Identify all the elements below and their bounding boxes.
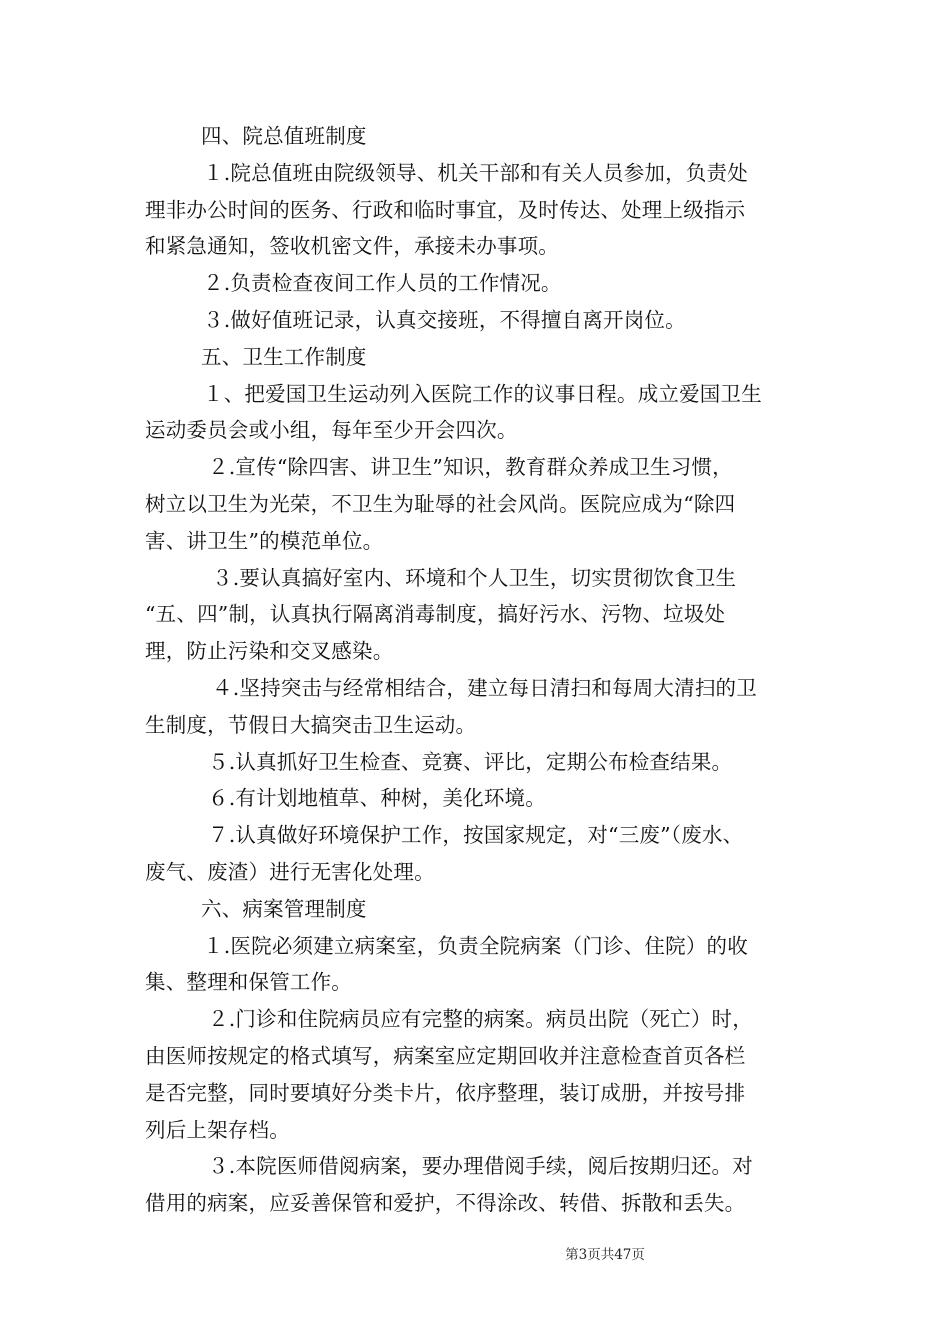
paragraph-line: ２.门诊和住院病员应有完整的病案。病员出院（死亡）时，: [208, 1007, 753, 1032]
paragraph-line: 集、整理和保管工作。: [145, 970, 352, 995]
paragraph-line: １.院总值班由院级领导、机关干部和有关人员参加，负责处: [203, 160, 748, 185]
paragraph-line: 是否完整，同时要填好分类卡片，依序整理，装订成册，并按号排: [145, 1080, 746, 1105]
paragraph-line: 理非办公时间的医务、行政和临时事宜，及时传达、处理上级指示: [145, 197, 746, 222]
paragraph-line: ３.做好值班记录，认真交接班，不得擅自离开岗位。: [203, 307, 686, 332]
paragraph-line: 列后上架存档。: [145, 1117, 290, 1142]
paragraph-line: ３.本院医师借阅病案，要办理借阅手续，阅后按期归还。对: [208, 1154, 753, 1179]
paragraph-line: ６.有计划地植草、种树，美化环境。: [208, 786, 546, 811]
section-heading-5: 五、卫生工作制度: [201, 344, 367, 369]
paragraph-line: 废气、废渣）进行无害化处理。: [145, 859, 435, 884]
paragraph-line: 借用的病案，应妥善保管和爱护，不得涂改、转借、拆散和丢失。: [145, 1191, 746, 1216]
page-number-footer: 第3页共47页: [565, 1247, 645, 1263]
paragraph-line: ３.要认真搞好室内、环境和个人卫生，切实贯彻饮食卫生: [212, 565, 737, 590]
paragraph-line: ５.认真抓好卫生检查、竞赛、评比，定期公布检查结果。: [208, 749, 733, 774]
paragraph-line: 树立以卫生为光荣，不卫生为耻辱的社会风尚。医院应成为“除四: [145, 491, 736, 516]
paragraph-line: 运动委员会或小组，每年至少开会四次。: [145, 418, 518, 443]
paragraph-line: 生制度，节假日大搞突击卫生运动。: [145, 712, 477, 737]
paragraph-line: ２.负责检查夜间工作人员的工作情况。: [203, 271, 562, 296]
paragraph-line: ２.宣传“除四害、讲卫生”知识，教育群众养成卫生习惯，: [208, 455, 733, 480]
paragraph-line: 害、讲卫生”的模范单位。: [145, 528, 384, 553]
paragraph-line: 理，防止污染和交叉感染。: [145, 639, 394, 664]
section-heading-6: 六、病案管理制度: [201, 896, 367, 921]
document-body: [145, 118, 825, 1222]
paragraph-line: 和紧急通知，签收机密文件，承接未办事项。: [145, 234, 559, 259]
paragraph-line: １.医院必须建立病案室，负责全院病案（门诊、住院）的收: [203, 933, 748, 958]
paragraph-line: 由医师按规定的格式填写，病案室应定期回收并注意检查首页各栏: [145, 1043, 746, 1068]
paragraph-line: ４.坚持突击与经常相结合，建立每日清扫和每周大清扫的卫: [212, 675, 757, 700]
paragraph-line: “五、四”制，认真执行隔离消毒制度，搞好污水、污物、垃圾处: [145, 602, 726, 627]
paragraph-line: １、把爱国卫生运动列入医院工作的议事日程。成立爱国卫生: [203, 381, 762, 406]
section-heading-4: 四、院总值班制度: [201, 124, 367, 148]
paragraph-line: ７.认真做好环境保护工作，按国家规定，对“三废”（废水、: [208, 823, 744, 848]
